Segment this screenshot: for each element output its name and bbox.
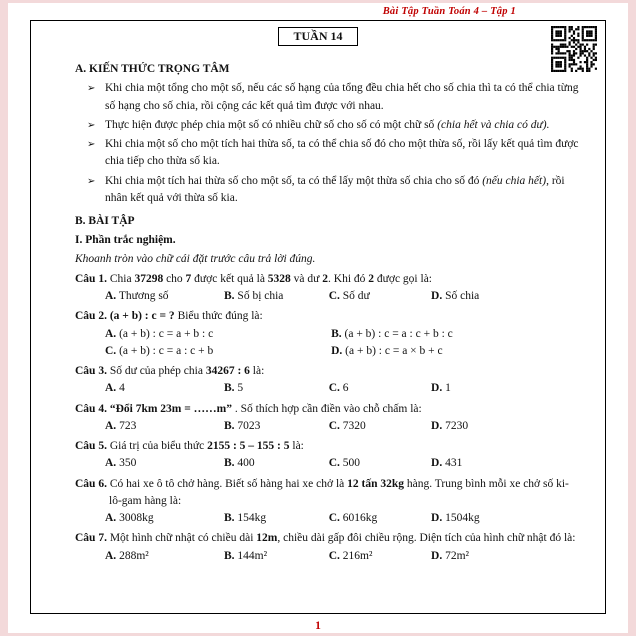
- option-a: A. 723: [105, 419, 137, 432]
- option-b: B. 5: [224, 382, 244, 395]
- arrow-bullet-icon: ➢: [87, 175, 96, 187]
- qr-code: [551, 26, 597, 72]
- frame-top-row: [31, 21, 605, 59]
- question-7: [75, 530, 581, 565]
- question-text: Câu 1. Chia 37298 cho 7 được kết quả là 5328 và dư 2. Khi đó 2 được gọi là:: [75, 272, 432, 285]
- question-label: Câu 2.: [75, 310, 110, 323]
- option-a: A. 288m²: [105, 549, 149, 562]
- option-d: D. (a + b) : c = a × b + c: [331, 344, 443, 357]
- week-title-box: [278, 27, 357, 46]
- question-6: [75, 476, 581, 528]
- options-row: [105, 418, 581, 435]
- option-b: B. 7023: [224, 419, 261, 432]
- page-content: [31, 59, 605, 565]
- option-a: A. 350: [105, 457, 137, 470]
- question-text: Câu 4. “Đổi 7km 23m = ……m” . Số thích hợp cần điền vào chỗ chấm là:: [75, 402, 422, 415]
- option-a: A. (a + b) : c = a + b : c: [105, 327, 214, 340]
- question-3: [75, 363, 581, 398]
- options-row: [105, 455, 581, 472]
- question-5: [75, 438, 581, 473]
- question-label: Câu 1.: [75, 272, 110, 285]
- options-row: [105, 326, 581, 361]
- option-b: B. 144m²: [224, 549, 268, 562]
- option-b: B. 154kg: [224, 512, 267, 524]
- key-point-2: ➢ Thực hiện được phép chia một số có nhiều chữ số cho số có một chữ số (chia hết và chia có dư).: [87, 118, 550, 131]
- option-c: C. 216m²: [328, 549, 373, 562]
- question-4: [75, 401, 581, 436]
- option-d: D. 1504kg: [431, 512, 480, 524]
- question-text: Câu 5. Giá trị của biểu thức 2155 : 5 – 155 : 5 là:: [75, 440, 304, 452]
- key-point-4: ➢ Khi chia một tích hai thừa số cho một số, ta có thể lấy một thừa số chia cho số đó (nếu chia hết), rồi nhân kết quả với thừa số kia.: [87, 174, 565, 204]
- question-label: Câu 5.: [75, 440, 110, 452]
- question-text: Câu 2. (a + b) : c = ? Biểu thức đúng là:: [75, 310, 263, 323]
- option-a: A. 4: [105, 382, 125, 395]
- arrow-bullet-icon: ➢: [87, 83, 96, 95]
- key-point-3: ➢ Khi chia một số cho một tích hai thừa số, ta có thể chia số đó cho một thừa số, rồi lấy kết quả tìm được chia tiếp cho thừa số kia.: [87, 138, 579, 168]
- option-c: C. (a + b) : c = a : c + b: [105, 344, 214, 357]
- question-text: Câu 7. Một hình chữ nhật có chiều dài 12m, chiều dài gấp đôi chiều rộng. Diện tích của hình chữ nhật đó là:: [75, 532, 576, 545]
- option-c: C. Số dư: [328, 290, 370, 302]
- instruction-text: Khoanh tròn vào chữ cái đặt trước câu trả lời đúng.: [75, 252, 316, 265]
- question-text: Câu 6. Có hai xe ô tô chở hàng. Biết số hàng hai xe chở là 12 tấn 32kg hàng. Trung bình mỗi xe chở số ki-lô-gam hàng là:: [75, 477, 569, 507]
- option-d: D. 72m²: [431, 549, 470, 562]
- option-c: C. 6: [328, 382, 349, 395]
- option-c: C. 500: [328, 457, 361, 470]
- options-row: [105, 380, 581, 397]
- option-b: B. (a + b) : c = a : c + b : c: [331, 327, 453, 340]
- question-label: Câu 6.: [75, 477, 110, 490]
- option-c: C. 7320: [328, 419, 366, 432]
- option-a: A. Thương số: [105, 290, 169, 302]
- option-c: C. 6016kg: [328, 512, 378, 524]
- content-frame: [30, 20, 606, 614]
- option-d: D. Số chia: [431, 290, 480, 302]
- question-2: [75, 308, 581, 360]
- option-d: D. 7230: [431, 419, 469, 432]
- question-1: [75, 271, 581, 306]
- section-b-heading: B. BÀI TẬP: [75, 215, 135, 227]
- arrow-bullet-icon: ➢: [87, 119, 96, 131]
- question-label: Câu 7.: [75, 532, 110, 545]
- option-a: A. 3008kg: [105, 512, 154, 524]
- week-title: TUẦN 14: [293, 29, 343, 43]
- question-label: Câu 3.: [75, 365, 110, 377]
- part-i-heading: I. Phần trắc nghiệm.: [75, 234, 176, 247]
- option-b: B. Số bị chia: [224, 290, 284, 302]
- worksheet-page: [8, 3, 628, 633]
- page-number: 1: [315, 620, 321, 632]
- option-d: D. 431: [431, 457, 463, 470]
- options-row: [105, 548, 581, 565]
- arrow-bullet-icon: ➢: [87, 139, 96, 150]
- options-row: [105, 510, 581, 527]
- section-a-heading: A. KIẾN THỨC TRỌNG TÂM: [75, 63, 230, 75]
- key-points-list: [75, 80, 581, 207]
- questions-list: [75, 271, 581, 565]
- option-b: B. 400: [224, 457, 255, 470]
- key-point-1: ➢ Khi chia một tổng cho một số, nếu các số hạng của tổng đều chia hết cho số chia thì ta có thể chia từng số hạng cho số chia, rồi cộng các kết quả tìm được với nhau.: [87, 82, 579, 112]
- question-label: Câu 4.: [75, 402, 110, 415]
- book-title-header: Bài Tập Tuần Toán 4 – Tập 1: [382, 6, 516, 17]
- option-d: D. 1: [431, 382, 451, 395]
- options-row: [105, 288, 581, 305]
- question-text: Câu 3. Số dư của phép chia 34267 : 6 là:: [75, 365, 265, 377]
